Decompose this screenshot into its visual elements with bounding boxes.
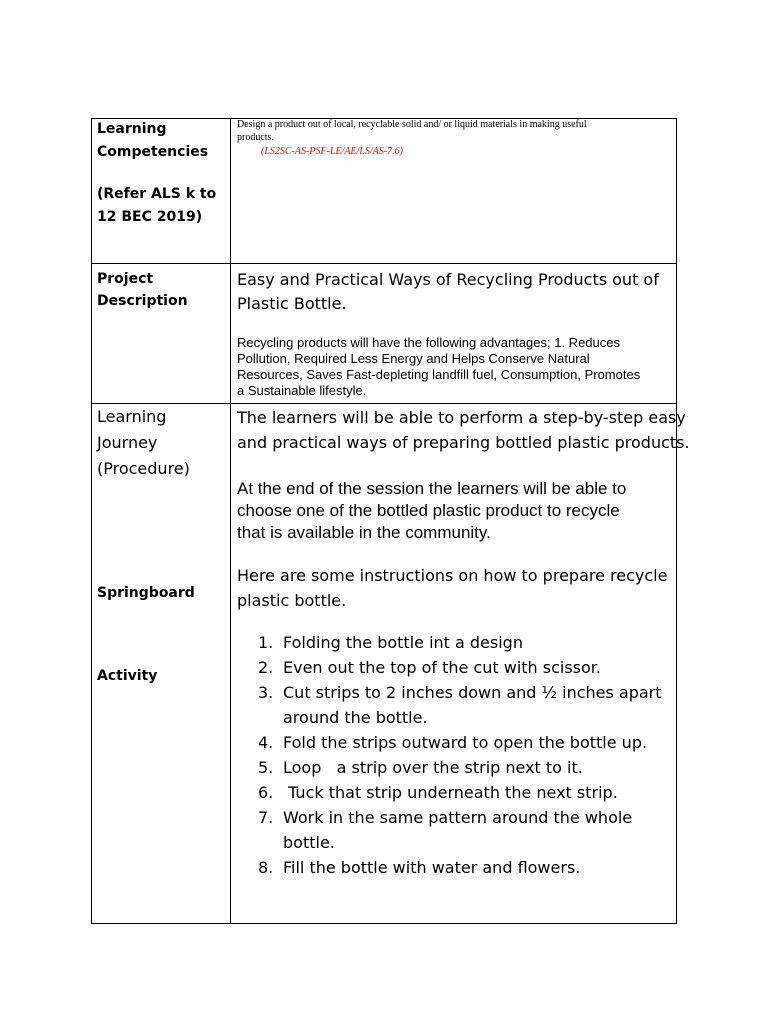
- instructions-line1: Here are some instructions on how to prepare recycle: [237, 566, 668, 585]
- label-procedure: (Procedure): [97, 459, 190, 478]
- intro-line2: and practical ways of preparing bottled plastic products.: [237, 433, 690, 452]
- step-item: [258, 805, 668, 855]
- project-body-line1: Recycling products will have the following advantages; 1. Reduces: [237, 335, 620, 350]
- label-activity: Activity: [97, 668, 158, 684]
- competency-code: (LS2SC-AS-PSF-LE/AE/LS/AS-7.6): [261, 146, 403, 157]
- step-item: [258, 630, 668, 655]
- step-number: 4.: [258, 733, 274, 752]
- label-competencies: Competencies: [97, 144, 209, 160]
- step-item: [258, 655, 668, 680]
- competency-text-line2: products.: [237, 132, 274, 143]
- objective-line2: choose one of the bottled plastic product to recycle: [237, 501, 620, 520]
- objective-line3: that is available in the community.: [237, 523, 491, 542]
- step-text-continued: around the bottle.: [283, 708, 428, 727]
- step-number: 8.: [258, 858, 274, 877]
- project-title-line1: Easy and Practical Ways of Recycling Products out of: [237, 270, 659, 289]
- step-text: Even out the top of the cut with scissor.: [283, 658, 601, 677]
- step-number: 1.: [258, 633, 274, 652]
- step-item: [258, 730, 668, 755]
- label-description: Description: [97, 293, 188, 309]
- step-text: Work in the same pattern around the whole: [283, 808, 633, 827]
- column-divider: [230, 118, 231, 924]
- step-number: 6.: [258, 783, 274, 802]
- step-item: [258, 755, 668, 780]
- step-number: 7.: [258, 808, 274, 827]
- label-bec-2019: 12 BEC 2019): [97, 209, 203, 225]
- step-number: 2.: [258, 658, 274, 677]
- step-number: 5.: [258, 758, 274, 777]
- row-divider-1: [91, 263, 677, 264]
- label-learning-journey-1: Learning: [97, 407, 167, 426]
- step-item: [258, 855, 668, 880]
- step-text: Fold the strips outward to open the bottle up.: [283, 733, 648, 752]
- label-springboard: Springboard: [97, 585, 195, 601]
- step-text-continued: bottle.: [283, 833, 335, 852]
- step-text: Tuck that strip underneath the next strip.: [283, 783, 618, 802]
- row-divider-2: [91, 403, 677, 404]
- label-project: Project: [97, 271, 154, 287]
- step-item: [258, 780, 668, 805]
- project-body-line3: Resources, Saves Fast-depleting landfill fuel, Consumption, Promotes: [237, 367, 641, 382]
- competency-text-line1: Design a product out of local, recyclable solid and/ or liquid materials in making useful: [237, 119, 587, 130]
- label-refer-als: (Refer ALS k to: [97, 186, 217, 202]
- step-text: Folding the bottle int a design: [283, 633, 523, 652]
- step-text: Fill the bottle with water and flowers.: [283, 858, 581, 877]
- project-title-line2: Plastic Bottle.: [237, 294, 347, 313]
- project-body-line2: Pollution, Required Less Energy and Helps Conserve Natural: [237, 351, 590, 366]
- step-text: Loop a strip over the strip next to it.: [283, 758, 583, 777]
- objective-line1: At the end of the session the learners will be able to: [237, 479, 627, 498]
- instruction-steps: [258, 630, 668, 880]
- label-learning-journey-2: Journey: [97, 433, 158, 452]
- step-item: [258, 680, 668, 730]
- label-learning: Learning: [97, 121, 167, 137]
- step-number: 3.: [258, 683, 274, 702]
- project-body-line4: a Sustainable lifestyle.: [237, 383, 367, 398]
- intro-line1: The learners will be able to perform a step-by-step easy: [237, 408, 686, 427]
- step-text: Cut strips to 2 inches down and ½ inches apart: [283, 683, 662, 702]
- instructions-line2: plastic bottle.: [237, 591, 347, 610]
